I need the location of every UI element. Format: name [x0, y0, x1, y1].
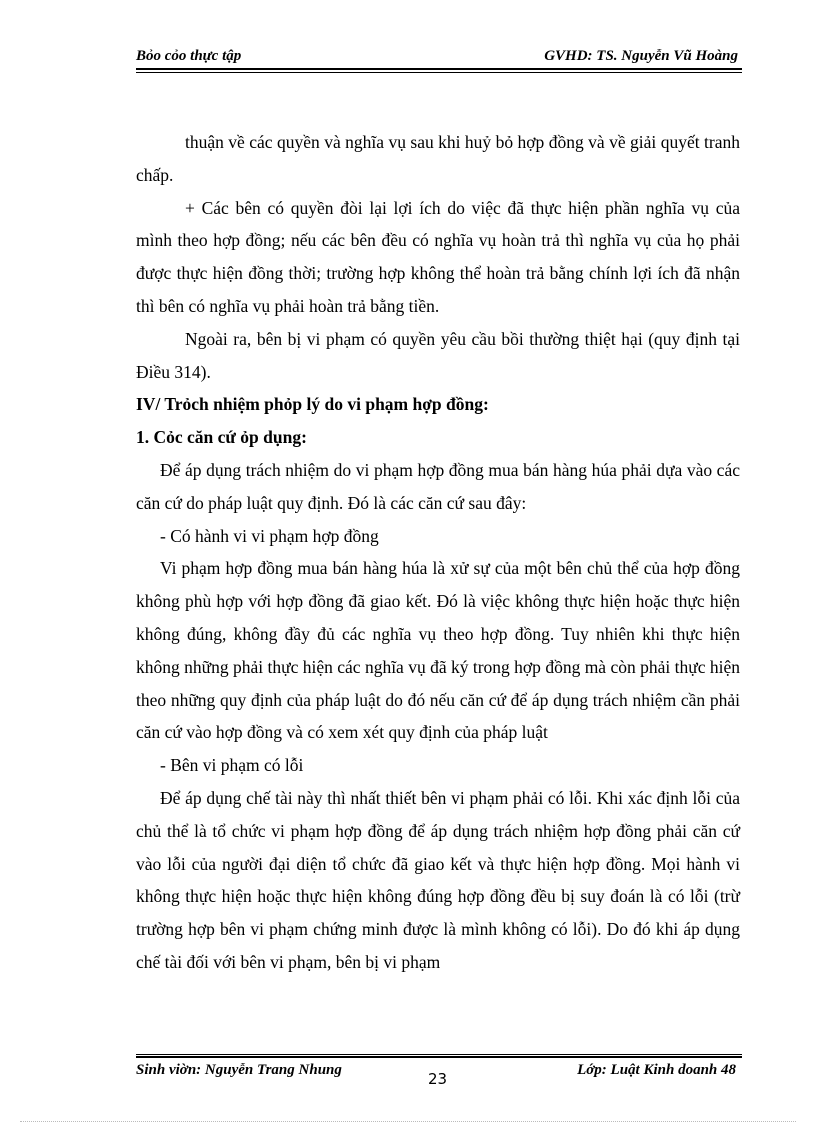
header-rule-thick — [136, 68, 742, 70]
footer-student-name: Sinh viờn: Nguyễn Trang Nhung — [136, 1062, 342, 1078]
page-edge-divider — [20, 1121, 796, 1122]
header-supervisor: GVHD: TS. Nguyễn Vũ Hoàng — [544, 48, 738, 64]
subsection-heading-1: 1. Cỏc căn cứ ỏp dụng: — [136, 427, 307, 448]
paragraph-5: Vi phạm hợp đồng mua bán hàng húa là xử sự của một bên chủ thể của hợp đồng không phù hợp với hợp đồng đã giao kết. Đó là việc không thực hiện hoặc thực hiện không đúng, không đầy đủ các nghĩa vụ theo hợp đồng. Tuy nhiên khi thực hiện không những phải thực hiện các nghĩa vụ đã ký trong hợp đồng mà còn phải thực hiện theo những quy định của pháp luật do đó nếu căn cứ để áp dụng trách nhiệm cần phải căn cứ vào hợp đồng và có xem xét quy định của pháp luật — [136, 558, 740, 743]
paragraph-4: Để áp dụng trách nhiệm do vi phạm hợp đồng mua bán hàng húa phải dựa vào các căn cứ do pháp luật quy định. Đó là các căn cứ sau đây: — [136, 459, 740, 513]
page-body — [136, 126, 740, 979]
paragraph-3: Ngoài ra, bên bị vi phạm có quyền yêu cầu bồi thường thiệt hại (quy định tại Điều 314). — [136, 328, 740, 382]
paragraph-2: + Các bên có quyền đòi lại lợi ích do việc đã thực hiện phần nghĩa vụ của mình theo hợp đồng; nếu các bên đều có nghĩa vụ hoàn trả thì nghĩa vụ của họ phải được thực hiện đồng thời; trường hợp không thể hoàn trả bằng chính lợi ích đã nhận thì bên có nghĩa vụ phải hoàn trả bằng tiền. — [136, 197, 740, 316]
page-header — [136, 44, 740, 68]
section-heading-iv: IV/ Trỏch nhiệm phỏp lý do vi phạm hợp đồng: — [136, 394, 489, 415]
page-footer — [136, 1058, 740, 1088]
list-item-fault: - Bên vi phạm có lỗi — [160, 755, 304, 776]
header-rule-thin — [136, 72, 742, 73]
paragraph-6: Để áp dụng chế tài này thì nhất thiết bên vi phạm phải có lỗi. Khi xác định lỗi của chủ thể là tổ chức vi phạm hợp đồng để áp dụng trách nhiệm hợp đồng phải căn cứ vào lỗi của người đại diện tổ chức đã giao kết và thực hiện hợp đồng. Mọi hành vi không thực hiện hoặc thực hiện không đúng hợp đồng đều bị suy đoán là có lỗi (trừ trường hợp bên vi phạm chứng minh được là mình không có lỗi). Do đó khi áp dụng chế tài đối với bên vi phạm, bên bị vi phạm — [136, 787, 740, 972]
header-report-title: Bỏo cỏo thực tập — [136, 48, 242, 64]
footer-class-name: Lớp: Luật Kinh doanh 48 — [577, 1062, 736, 1078]
footer-rule-thin — [136, 1054, 742, 1055]
page-number: 23 — [428, 1070, 448, 1088]
paragraph-1: thuận về các quyền và nghĩa vụ sau khi huỷ bỏ hợp đồng và về giải quyết tranh chấp. — [136, 132, 740, 185]
list-item-violation: - Có hành vi vi phạm hợp đồng — [160, 525, 379, 546]
